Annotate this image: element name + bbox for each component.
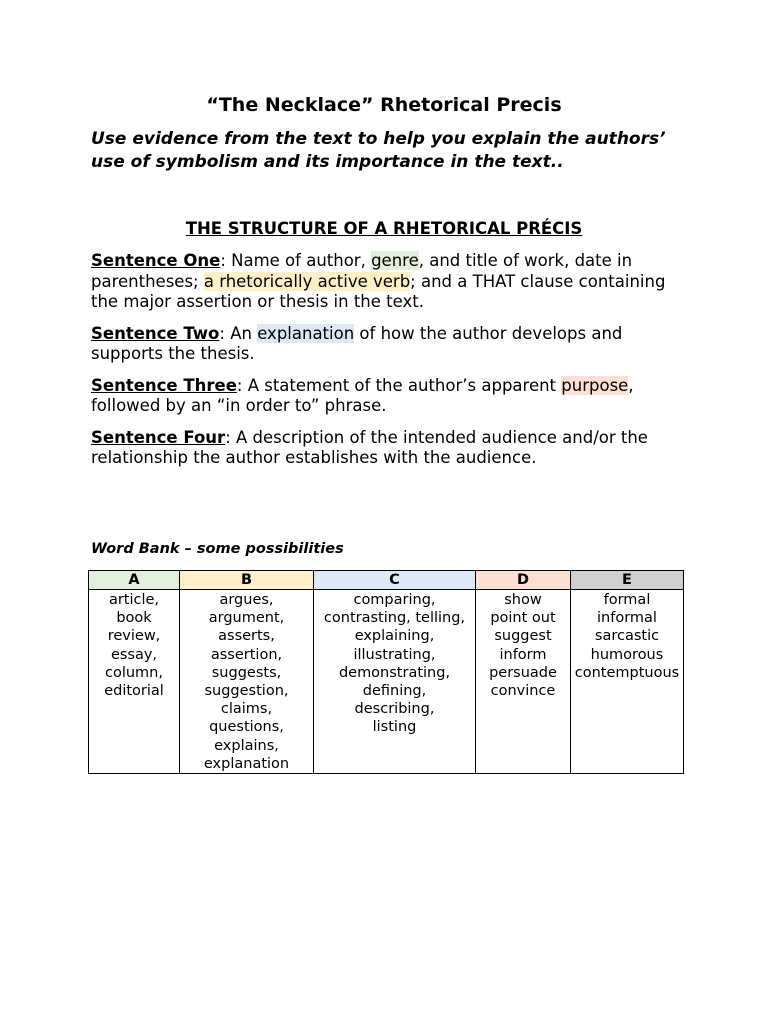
sentence-two-text: of how the author develops and supports the thesis. — [91, 323, 623, 363]
word-bank-cell-d — [476, 590, 571, 774]
word-bank-item: describing, — [354, 701, 435, 718]
word-bank-header-c: C — [314, 571, 476, 590]
word-bank-item: convince — [490, 683, 556, 700]
word-bank-cell-c — [314, 590, 476, 774]
word-bank-cell-e — [571, 590, 684, 774]
sentence-two-text: : An — [219, 323, 258, 343]
word-bank-table — [88, 570, 684, 774]
word-bank-header-b: B — [180, 571, 314, 590]
word-bank-item: claims, — [220, 701, 273, 718]
sentence-three — [91, 376, 689, 417]
sentence-four — [91, 428, 689, 469]
word-bank-item: asserts, — [218, 628, 275, 645]
word-bank-header-e: E — [571, 571, 684, 590]
explanation-highlight: explanation — [257, 323, 355, 343]
word-bank-item: argument, — [208, 610, 285, 627]
word-bank-item: illustrating, — [353, 646, 436, 663]
word-bank-cell-b — [180, 590, 314, 774]
word-bank-item: column, — [105, 664, 163, 681]
word-bank-item: article, — [108, 592, 160, 608]
purpose-highlight: purpose — [561, 375, 629, 395]
word-bank-item: suggest — [494, 628, 552, 645]
instructions: Use evidence from the text to help you explain the authors’ use of symbolism and its importance in the text.. — [91, 129, 666, 172]
word-bank-item: explaining, — [354, 628, 435, 645]
sentence-one-text: ; and a THAT clause containing the major assertion or thesis in the text. — [91, 271, 666, 311]
word-bank-item: assertion, — [210, 646, 283, 663]
word-bank-item: comparing, — [353, 592, 436, 608]
sentence-list — [91, 251, 689, 480]
word-bank-item: informal — [597, 610, 657, 627]
word-bank-item: contrasting, telling, — [323, 610, 466, 627]
word-bank-item: demonstrating, — [338, 664, 451, 681]
structure-heading: THE STRUCTURE OF A RHETORICAL PRÉCIS — [185, 219, 583, 238]
word-bank-item: point out — [490, 610, 556, 627]
word-bank-item: humorous — [590, 646, 664, 663]
word-bank-item: sarcastic — [594, 628, 660, 645]
word-bank-item: contemptuous — [574, 664, 680, 681]
sentence-one — [91, 251, 689, 313]
sentence-three-label: Sentence Three — [91, 375, 237, 395]
word-bank-row — [89, 590, 684, 774]
word-bank-header-row — [89, 571, 684, 590]
word-bank-item: suggestion, — [204, 683, 289, 700]
word-bank-item: suggests, — [211, 664, 282, 681]
word-bank-header-a: A — [89, 571, 180, 590]
word-bank-header-d: D — [476, 571, 571, 590]
sentence-four-label: Sentence Four — [91, 427, 226, 447]
sentence-two-label: Sentence Two — [91, 323, 220, 343]
verb-highlight: a rhetorically active verb — [203, 271, 411, 291]
word-bank-item: review, — [107, 628, 161, 645]
word-bank-item: defining, — [362, 683, 427, 700]
sentence-three-text: , followed by an “in order to” phrase. — [91, 375, 634, 415]
sentence-two — [91, 324, 689, 365]
word-bank-item: questions, — [209, 719, 284, 736]
word-bank-item: inform — [499, 646, 547, 663]
word-bank-item: persuade — [489, 664, 557, 681]
genre-highlight: genre — [371, 251, 419, 270]
page-title: “The Necklace” Rhetorical Precis — [206, 94, 562, 116]
sentence-one-label: Sentence One — [91, 251, 221, 270]
sentence-one-text: , and title of work, date in parentheses; — [91, 251, 633, 291]
word-bank-item: essay, — [110, 646, 158, 663]
word-bank-item: editorial — [104, 683, 164, 700]
word-bank-item: explanation — [203, 755, 290, 772]
sentence-four-text: : A description of the intended audience and/or the relationship the author establishes with the audience. — [91, 427, 648, 467]
sentence-three-text: : A statement of the author’s apparent — [236, 375, 562, 395]
word-bank-item: argues, — [219, 592, 274, 608]
word-bank-item: listing — [372, 719, 417, 736]
word-bank-item: formal — [603, 592, 651, 608]
word-bank-item: explains, — [214, 737, 279, 754]
word-bank-item: show — [504, 592, 542, 608]
word-bank-item: book — [116, 610, 152, 627]
word-bank-cell-a — [89, 590, 180, 774]
word-bank-caption: Word Bank – some possibilities — [91, 541, 344, 557]
sentence-one-text: : Name of author, — [220, 251, 372, 270]
